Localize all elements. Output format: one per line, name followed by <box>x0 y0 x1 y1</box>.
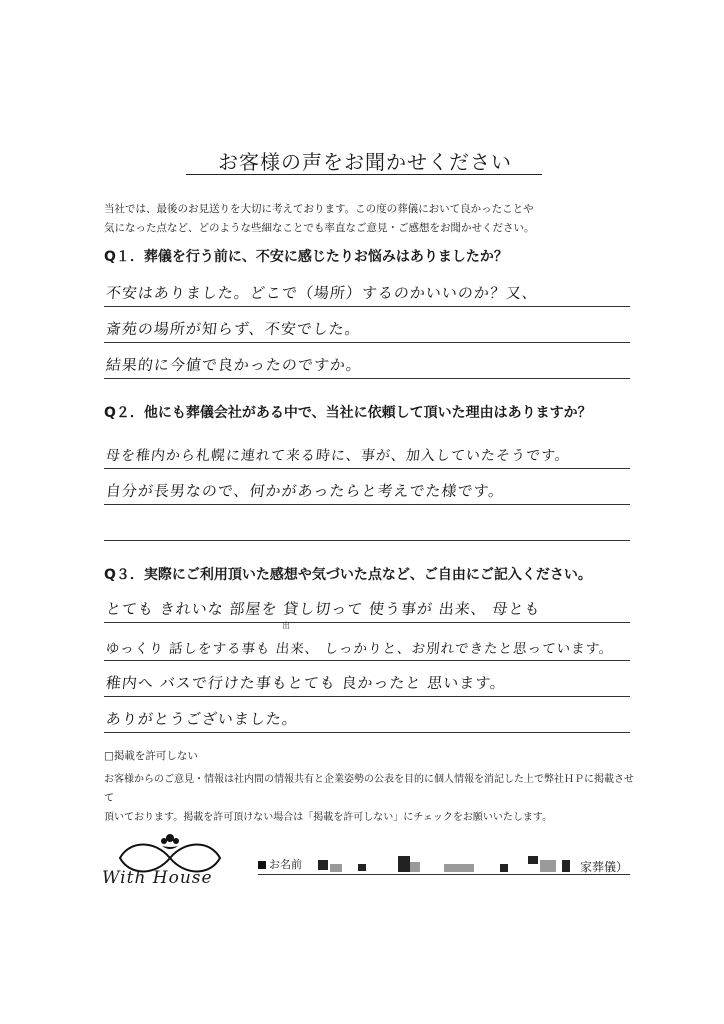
name-suffix: 家葬儀） <box>580 860 629 874</box>
redaction-block <box>528 856 538 864</box>
redaction-block <box>330 864 342 872</box>
answer-line <box>104 438 630 469</box>
redaction-block <box>318 860 328 870</box>
intro-text <box>104 200 624 238</box>
answer-line <box>104 474 630 505</box>
name-label <box>258 856 302 872</box>
redaction-block <box>398 856 410 872</box>
answer-line <box>104 702 630 733</box>
name-label-text: お名前 <box>269 858 302 871</box>
correction-mark: 出 <box>282 621 290 630</box>
privacy-note-line: 頂いております。掲載を許可頂けない場合は「掲載を許可しない」にチェックをお願いいたします。 <box>104 812 553 823</box>
logo-text: With House <box>102 868 213 888</box>
answer-line <box>104 348 630 379</box>
question-1: Q１．葬儀を行う前に、不安に感じたりお悩みはありましたか？ <box>104 249 508 265</box>
redaction-block <box>500 864 508 872</box>
question-2: Q２．他にも葬儀会社がある中で、当社に依頼して頂いた理由はありますか？ <box>104 405 592 421</box>
handwritten-answer: 不安はありました。どこで（場所）するのかいいのか？又、 <box>105 284 539 302</box>
handwritten-answer: 自分が長男なので、何かがあったらと考えでた様です。 <box>105 482 506 500</box>
redaction-block <box>540 860 556 872</box>
title-underline <box>186 174 542 175</box>
intro-line: 当社では、最後のお見送りを大切に考えております。この度の葬儀において良かったことや <box>104 203 534 215</box>
answer-line <box>104 592 630 623</box>
answer-line <box>104 666 630 697</box>
page-title: お客様の声をお聞かせください <box>218 150 512 174</box>
handwritten-answer: 斎苑の場所が知らず、不安でした。 <box>105 320 362 338</box>
redaction-block <box>444 864 474 872</box>
handwritten-answer: 稚内へ バスで行けた事もとても 良かったと 思います。 <box>105 674 508 692</box>
handwritten-answer: ありがとうございました。 <box>105 710 299 728</box>
answer-line <box>104 312 630 343</box>
handwritten-answer: とても きれいな 部屋を 貸し切って 使う事が 出来、 母とも <box>105 600 542 618</box>
question-3: Q３．実際にご利用頂いた感想や気づいた点など、ご自由にご記入ください。 <box>104 567 592 583</box>
redaction-block <box>410 862 420 872</box>
handwritten-answer: ゆっくり 話しをする事も 出来、 しっかりと、お別れできたと思っています。 <box>104 641 615 657</box>
privacy-note <box>104 770 634 827</box>
no-publish-checkbox[interactable]: □掲載を許可しない <box>104 750 198 762</box>
intro-line: 気になった点など、どのような些細なことでも率直なご意見・ご感想をお聞かせください。 <box>104 222 535 234</box>
answer-line <box>104 276 630 307</box>
name-field-line <box>258 874 630 875</box>
redaction-block <box>358 864 366 871</box>
answer-line <box>104 510 630 541</box>
privacy-note-line: お客様からのご意見・情報は社内間の情報共有と企業姿勢の公表を目的に個人情報を消記した上で弊社ＨＰに掲載させて <box>104 774 634 804</box>
answer-line <box>104 630 630 661</box>
redaction-block <box>562 860 570 872</box>
square-bullet-icon <box>258 861 266 869</box>
handwritten-answer: 結果的に今値で良かったのですか。 <box>105 356 363 374</box>
handwritten-answer: 母を稚内から札幌に連れて来る時に、事が、加入していたそうです。 <box>105 448 571 464</box>
